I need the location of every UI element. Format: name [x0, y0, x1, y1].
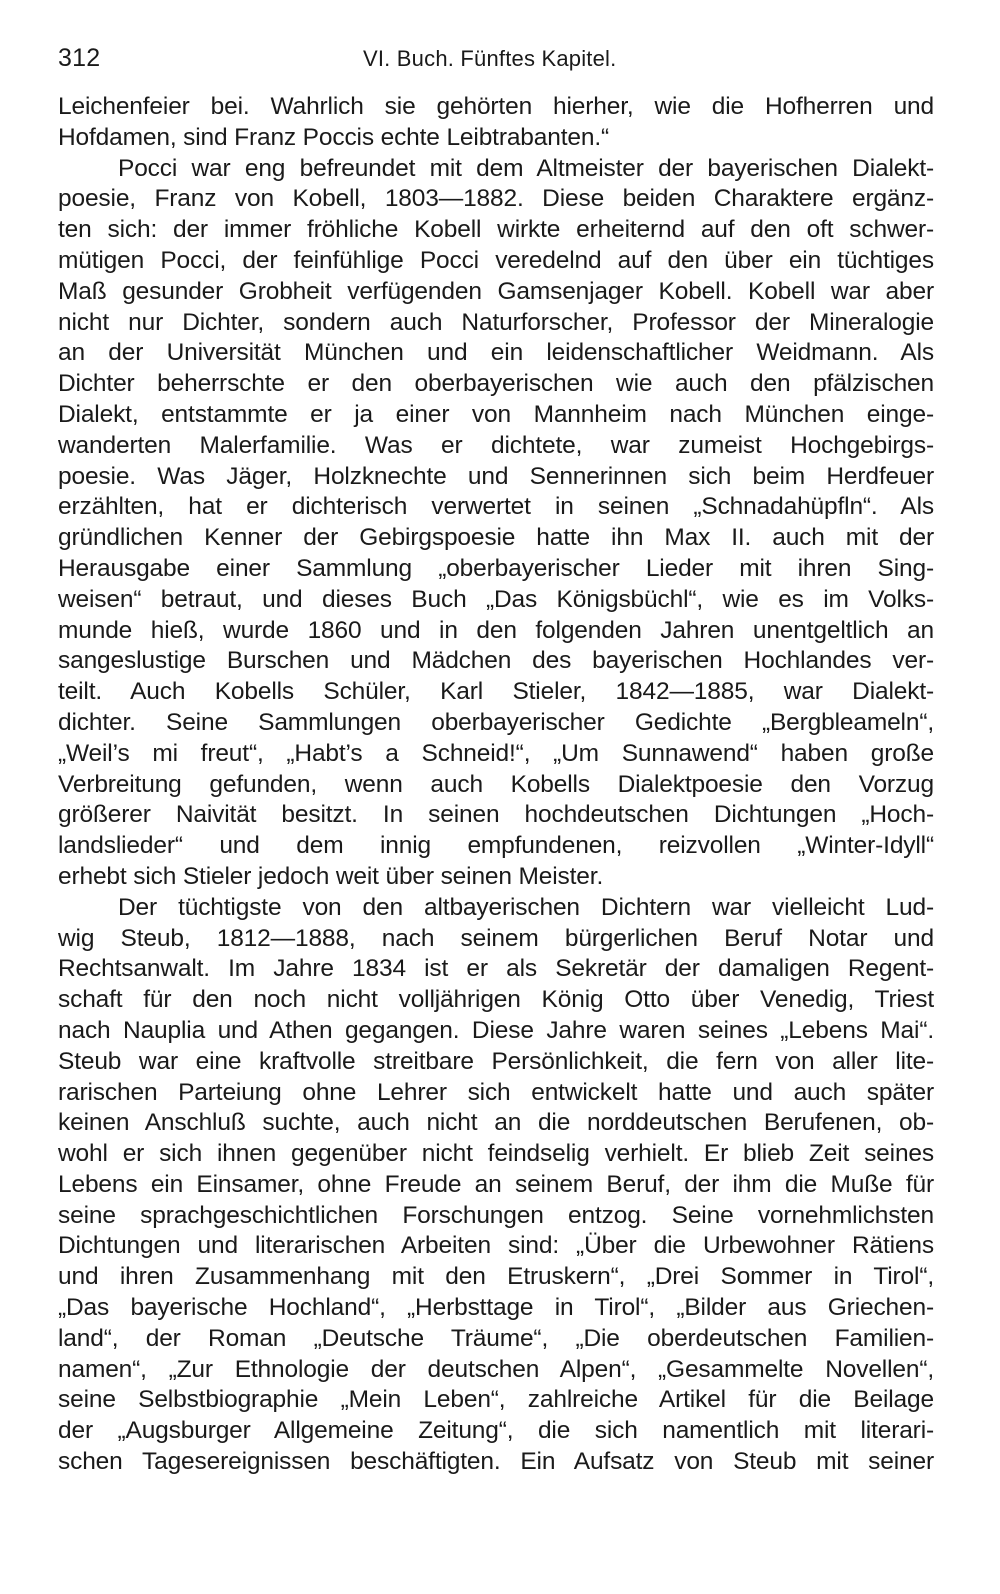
text-line: an der Universität München und ein leidenschaftlicher Weidmann. Als: [58, 339, 934, 367]
text-line: Der tüchtigste von den altbayerischen Dichtern war vielleicht Lud-: [118, 893, 934, 921]
text-line: wig Steub, 1812—1888, nach seinem bürgerlichen Beruf Notar und: [58, 924, 934, 952]
text-line: keinen Anschluß suchte, auch nicht an die norddeutschen Berufenen, ob-: [58, 1109, 934, 1137]
text-line: erhebt sich Stieler jedoch weit über seinen Meister.: [58, 862, 604, 890]
text-line: „Das bayerische Hochland“, „Herbsttage in Tirol“, „Bilder aus Griechen-: [58, 1294, 934, 1322]
page-number: 312: [58, 44, 101, 72]
text-line: mütigen Pocci, der feinfühlige Pocci veredelnd auf den über ein tüchtiges: [58, 246, 934, 274]
text-line: erzählten, hat er dichterisch verwertet in seinen „Schnadahüpfln“. Als: [58, 493, 934, 521]
text-line: Hofdamen, sind Franz Poccis echte Leibtrabanten.“: [58, 123, 610, 151]
text-line: gründlichen Kenner der Gebirgspoesie hatte ihn Max II. auch mit der: [58, 524, 934, 552]
text-line: Maß gesunder Grobheit verfügenden Gamsenjager Kobell. Kobell war aber: [58, 277, 934, 305]
text-line: Lebens ein Einsamer, ohne Freude an seinem Beruf, der ihm die Muße für: [58, 1170, 934, 1198]
text-line: „Weil’s mi freut“, „Habt’s a Schneid!“, „Um Sunnawend“ haben große: [58, 739, 934, 767]
text-line: Rechtsanwalt. Im Jahre 1834 ist er als Sekretär der damaligen Regent-: [58, 955, 934, 983]
text-line: Herausgabe einer Sammlung „oberbayerischer Lieder mit ihren Sing-: [58, 554, 934, 582]
text-line: Dichtungen und literarischen Arbeiten sind: „Über die Urbewohner Rätiens: [58, 1232, 934, 1260]
text-line: nicht nur Dichter, sondern auch Naturforscher, Professor der Mineralogie: [58, 308, 934, 336]
text-line: seine Selbstbiographie „Mein Leben“, zahlreiche Artikel für die Beilage: [58, 1386, 934, 1414]
text-line: und ihren Zusammenhang mit den Etruskern“, „Drei Sommer in Tirol“,: [58, 1263, 934, 1291]
text-line: weisen“ betraut, und dieses Buch „Das Königsbüchl“, wie es im Volks-: [58, 585, 934, 613]
text-line: land“, der Roman „Deutsche Träume“, „Die oberdeutschen Familien-: [58, 1324, 934, 1352]
text-line: dichter. Seine Sammlungen oberbayerischer Gedichte „Bergbleameln“,: [58, 708, 934, 736]
text-line: wohl er sich ihnen gegenüber nicht feindselig verhielt. Er blieb Zeit seines: [58, 1140, 934, 1168]
text-line: poesie. Was Jäger, Holzknechte und Sennerinnen sich beim Herdfeuer: [58, 462, 934, 490]
text-line: Steub war eine kraftvolle streitbare Persönlichkeit, die fern von aller lite-: [58, 1047, 934, 1075]
running-head: VI. Buch. Fünftes Kapitel.: [363, 46, 617, 71]
text-line: seine sprachgeschichtlichen Forschungen entzog. Seine vornehmlichsten: [58, 1201, 934, 1229]
text-line: nach Nauplia und Athen gegangen. Diese Jahre waren seines „Lebens Mai“.: [58, 1016, 934, 1044]
text-line: namen“, „Zur Ethnologie der deutschen Alpen“, „Gesammelte Novellen“,: [58, 1355, 934, 1383]
text-line: teilt. Auch Kobells Schüler, Karl Stieler, 1842—1885, war Dialekt-: [58, 678, 934, 706]
text-line: munde hieß, wurde 1860 und in den folgenden Jahren unentgeltlich an: [58, 616, 934, 644]
text-line: wanderten Malerfamilie. Was er dichtete, war zumeist Hochgebirgs-: [58, 431, 934, 459]
text-line: landslieder“ und dem innig empfundenen, reizvollen „Winter-Idyll“: [58, 832, 934, 860]
text-line: Leichenfeier bei. Wahrlich sie gehörten hierher, wie die Hofherren und: [58, 93, 934, 120]
text-line: schaft für den noch nicht volljährigen König Otto über Venedig, Triest: [58, 986, 934, 1014]
text-line: rarischen Parteiung ohne Lehrer sich entwickelt hatte und auch später: [58, 1078, 934, 1106]
book-page: [58, 38, 934, 1476]
body-text: [58, 92, 934, 1478]
text-line: der „Augsburger Allgemeine Zeitung“, die sich namentlich mit literari-: [58, 1417, 934, 1445]
text-line: schen Tagesereignissen beschäftigten. Ein Aufsatz von Steub mit seiner: [58, 1448, 934, 1476]
text-line: Dialekt, entstammte er ja einer von Mannheim nach München einge-: [58, 400, 934, 428]
text-line: poesie, Franz von Kobell, 1803—1882. Diese beiden Charaktere ergänz-: [58, 185, 934, 213]
text-line: sangeslustige Burschen und Mädchen des bayerischen Hochlandes ver-: [58, 647, 934, 675]
text-line: Dichter beherrschte er den oberbayerischen wie auch den pfälzischen: [58, 370, 934, 398]
page-header: [58, 38, 934, 78]
text-line: Pocci war eng befreundet mit dem Altmeister der bayerischen Dialekt-: [118, 154, 934, 182]
text-line: Verbreitung gefunden, wenn auch Kobells Dialektpoesie den Vorzug: [58, 770, 934, 798]
text-line: ten sich: der immer fröhliche Kobell wirkte erheiternd auf den oft schwer-: [58, 216, 934, 244]
text-line: größerer Naivität besitzt. In seinen hochdeutschen Dichtungen „Hoch-: [58, 801, 934, 829]
